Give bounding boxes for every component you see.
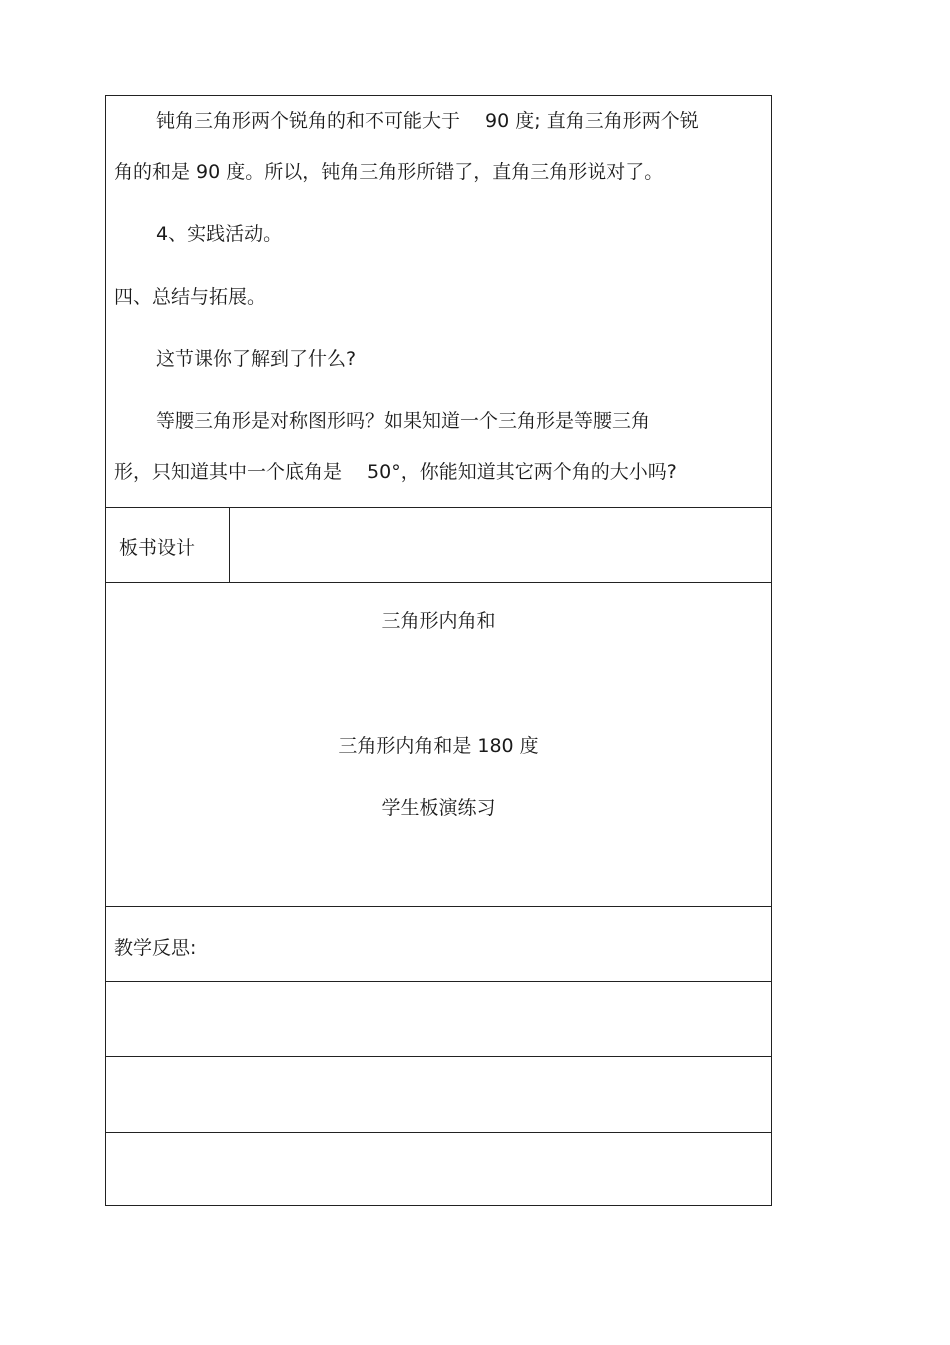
table-column-divider [229,507,230,582]
table-row-divider [106,507,771,508]
table-row-divider [106,1056,771,1057]
board-title: 三角形内角和 [381,610,496,632]
reflection-label: 教学反思: [114,937,197,959]
board-design-label: 板书设计 [119,537,196,559]
question-text: 等腰三角形是对称图形吗？如果知道一个三角形是等腰三角 [156,410,651,432]
table-row-divider [106,906,771,907]
activity-item: 4、实践活动。 [156,223,283,245]
question-text: 形，只知道其中一个底角是 50°，你能知道其它两个角的大小吗? [114,461,677,483]
table-row-divider [106,981,771,982]
table-row-divider [106,1132,771,1133]
section-heading: 四、总结与拓展。 [114,286,267,308]
question-text: 这节课你了解到了什么? [156,348,357,370]
paragraph-line: 钝角三角形两个锐角的和不可能大于 90 度; 直角三角形两个锐 [156,110,699,132]
lesson-plan-table [105,95,772,1206]
board-practice: 学生板演练习 [381,797,496,819]
paragraph-line: 角的和是 90 度。所以，钝角三角形所错了，直角三角形说对了。 [114,161,664,183]
table-row-divider [106,582,771,583]
board-conclusion: 三角形内角和是 180 度 [338,735,539,757]
